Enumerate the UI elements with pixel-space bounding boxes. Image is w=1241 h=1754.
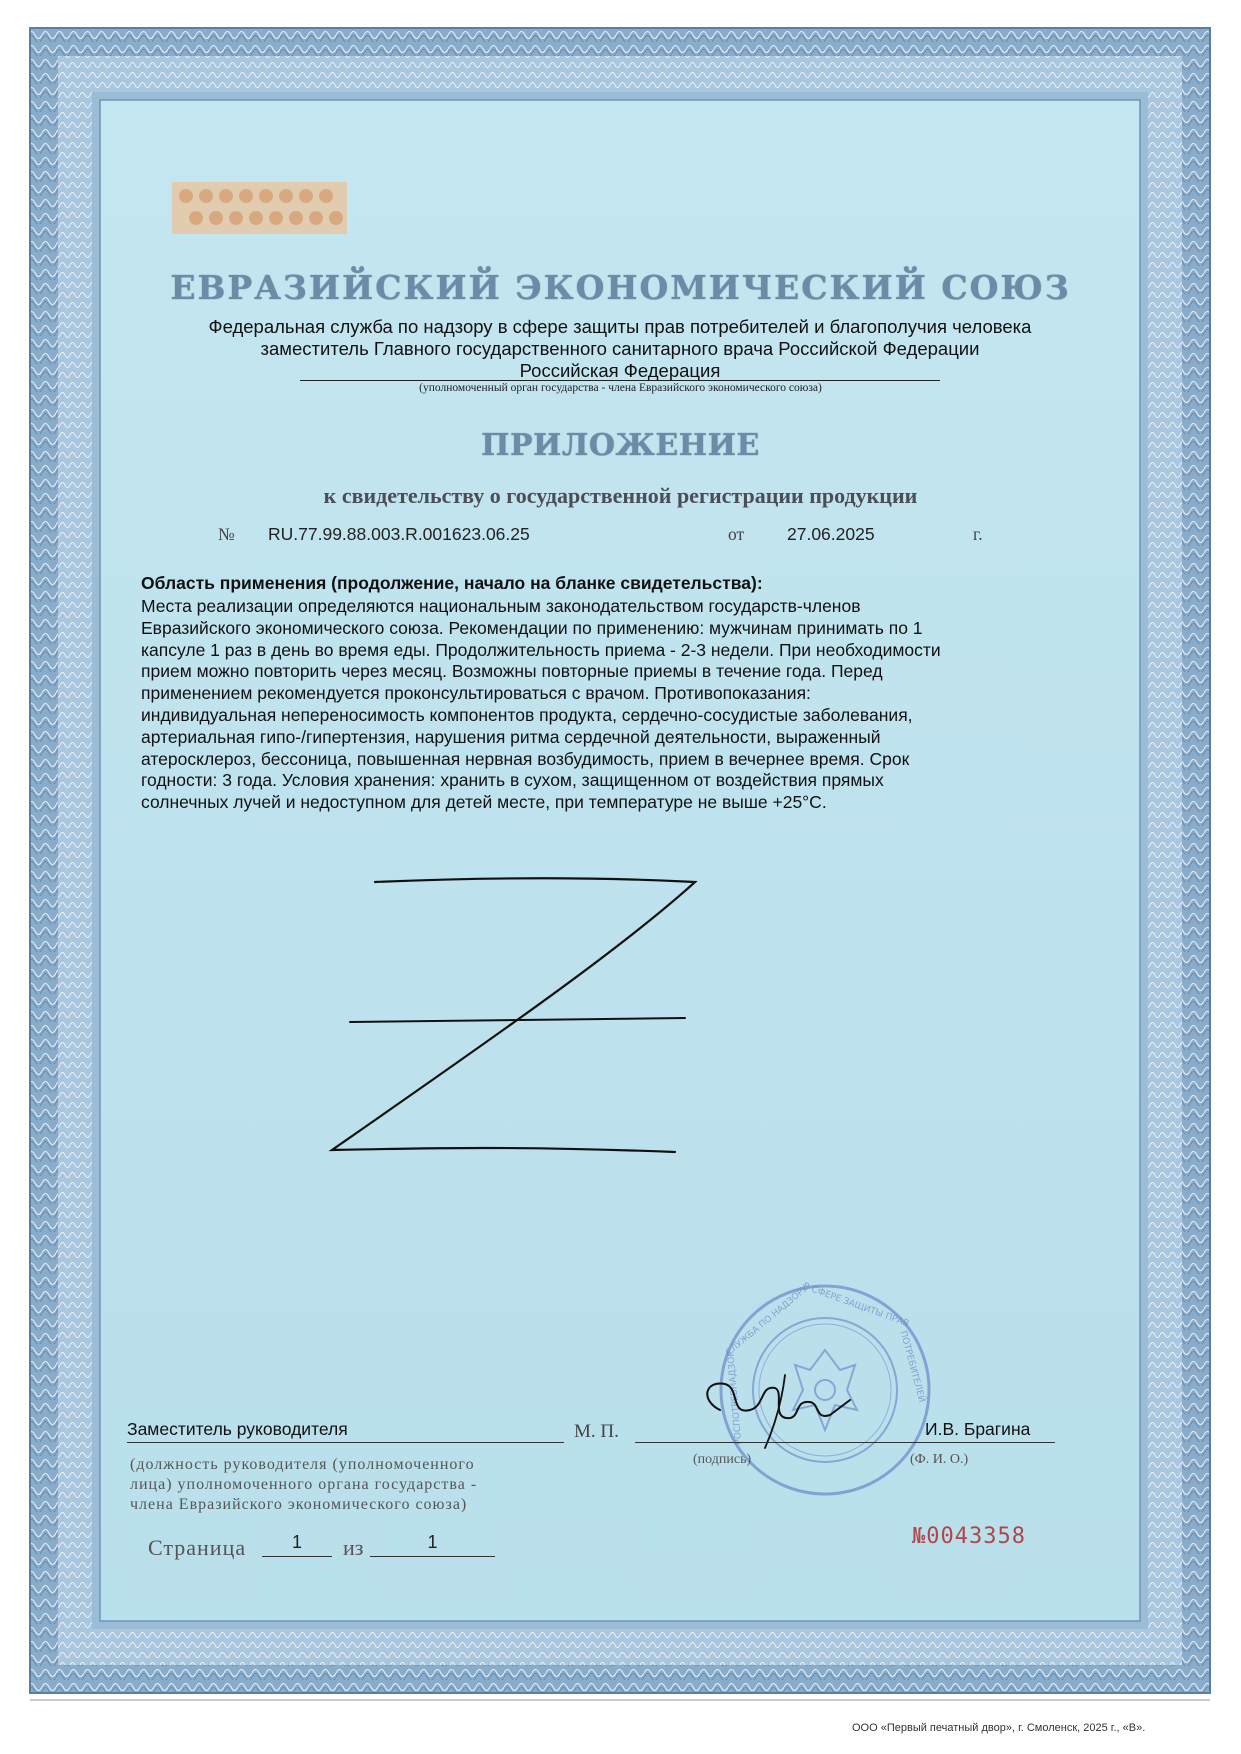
hologram-sticker bbox=[172, 182, 347, 234]
page-total: 1 bbox=[427, 1532, 438, 1552]
authority-line: Федеральная служба по надзору в сфере защиты прав потребителей и благополучия человека bbox=[208, 316, 1032, 337]
handwritten-signature bbox=[690, 1370, 870, 1450]
authority-line: заместитель Главного государственного санитарного врача Российской Федерации bbox=[260, 338, 980, 359]
scope-line: атеросклероз, бессоница, повышенная нервная возбудимость, прием в вечернее время. Срок bbox=[141, 748, 910, 769]
year-label: г. bbox=[973, 524, 983, 544]
authority-caption: (уполномоченный орган государства - члена Евразийского экономического союза) bbox=[419, 382, 822, 394]
scope-line: прием можно повторить через месяц. Возможны повторные приемы в течение года. Перед bbox=[141, 661, 883, 682]
svg-text:В СФЕРЕ ЗАЩИТЫ ПРАВ: В СФЕРЕ ЗАЩИТЫ ПРАВ bbox=[801, 1281, 911, 1330]
number-label: № bbox=[218, 524, 235, 544]
scope-line: капсуле 1 раз в день во время еды. Продолжительность приема - 2-3 недели. При необходимости bbox=[141, 639, 941, 660]
position-caption bbox=[130, 1455, 570, 1515]
signer-position: Заместитель руководителя bbox=[127, 1419, 348, 1439]
certificate-number: RU.77.99.88.003.R.001623.06.25 bbox=[268, 524, 530, 544]
position-caption-line: лица) уполномоченного органа государства - bbox=[130, 1476, 478, 1493]
printer-imprint: ООО «Первый печатный двор», г. Смоленск, 2025 г., «В». bbox=[852, 1722, 1146, 1734]
scope-line: применением рекомендуется проконсультироваться с врачом. Противопоказания: bbox=[141, 683, 811, 704]
scope-line: годности: 3 года. Условия хранения: хранить в сухом, защищенном от воздействия прямых bbox=[141, 770, 884, 791]
scope-line: Места реализации определяются национальным законодательством государств-членов bbox=[141, 596, 861, 616]
position-underline bbox=[127, 1442, 564, 1443]
authority-line: Российская Федерация bbox=[519, 360, 721, 381]
scope-line: солнечных лучей и недоступном для детей месте, при температуре не выше +25°С. bbox=[141, 792, 827, 813]
signature-caption: (подпись) bbox=[693, 1452, 752, 1467]
annex-title: ПРИЛОЖЕНИЕ bbox=[481, 428, 760, 463]
signature-underline bbox=[635, 1442, 1055, 1443]
page-number-underline bbox=[262, 1556, 332, 1557]
scope-heading: Область применения (продолжение, начало на бланке свидетельства): bbox=[141, 573, 763, 593]
svg-text:ПОТРЕБИТЕЛЕЙ: ПОТРЕБИТЕЛЕЙ bbox=[897, 1329, 927, 1404]
scope-line: Евразийского экономического союза. Рекомендации по применению: мужчинам принимать по 1 bbox=[141, 617, 923, 638]
svg-text:РОСПОТРЕБНАДЗОР: РОСПОТРЕБНАДЗОР bbox=[726, 1350, 745, 1445]
date-from-label: от bbox=[728, 524, 745, 544]
page-number: 1 bbox=[291, 1532, 302, 1552]
position-caption-line: (должность руководителя (уполномоченного bbox=[130, 1456, 475, 1473]
page-of-label: из bbox=[343, 1535, 364, 1560]
union-title: ЕВРАЗИЙСКИЙ ЭКОНОМИЧЕСКИЙ СОЮЗ bbox=[170, 268, 1071, 307]
certificate-date: 27.06.2025 bbox=[787, 524, 875, 544]
authority-underline bbox=[300, 380, 940, 381]
seal-place-label: М. П. bbox=[574, 1421, 619, 1442]
page-total-underline bbox=[370, 1556, 495, 1557]
annex-subtitle: к свидетельству о государственной регистрации продукции bbox=[323, 483, 918, 508]
svg-text:СЛУЖБА ПО НАДЗОРУ: СЛУЖБА ПО НАДЗОРУ bbox=[724, 1283, 811, 1359]
blank-space-z-mark bbox=[320, 870, 700, 1160]
scope-body bbox=[141, 596, 1071, 814]
form-serial-number: №0043358 bbox=[912, 1524, 1026, 1549]
position-caption-line: члена Евразийского экономического союза) bbox=[130, 1496, 468, 1513]
page-label: Страница bbox=[148, 1535, 247, 1560]
scope-line: артериальная гипо-/гипертензия, нарушения ритма сердечной деятельности, выраженный bbox=[141, 726, 881, 747]
scope-line: индивидуальная непереносимость компонентов продукта, сердечно-сосудистые заболевания, bbox=[141, 704, 913, 725]
authority-name bbox=[120, 316, 1120, 382]
signer-name: И.В. Брагина bbox=[925, 1419, 1031, 1439]
fio-caption: (Ф. И. О.) bbox=[910, 1452, 969, 1467]
